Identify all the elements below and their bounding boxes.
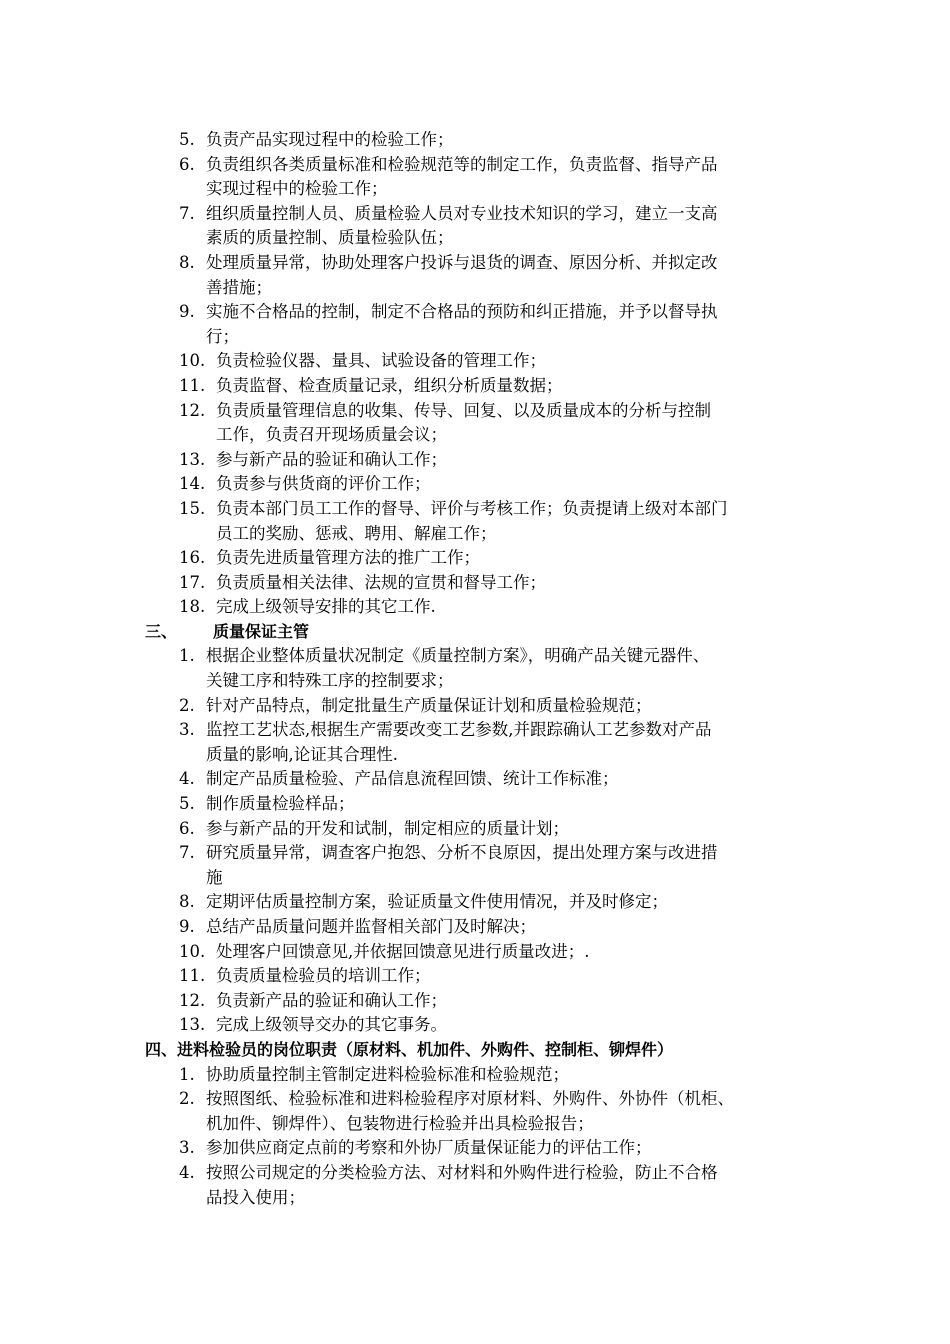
list-item (145, 1013, 825, 1038)
list-item (145, 399, 825, 448)
list-item (145, 1063, 825, 1088)
list-item (145, 1161, 825, 1210)
section-3-list (145, 644, 825, 1038)
list-item-number: 1. (179, 1064, 195, 1084)
list-item-text: 行； (206, 326, 239, 346)
list-item-text: 工作，负责召开现场质量会议； (216, 425, 447, 445)
list-item (145, 1087, 825, 1136)
list-item-text: 针对产品特点，制定批量生产质量保证计划和质量检验规范； (206, 695, 652, 715)
list-item-text: 施 (206, 867, 223, 887)
section-3-number: 三、 (145, 621, 178, 641)
list-item-text: 负责产品实现过程中的检验工作； (206, 130, 454, 149)
list-item (145, 915, 825, 940)
list-item-text: 品投入使用； (206, 1187, 305, 1207)
list-item-number: 12. (179, 990, 206, 1010)
list-item (145, 989, 825, 1014)
list-item (145, 202, 825, 251)
list-item-text: 质量的影响,论证其合理性. (206, 744, 398, 764)
list-item-number: 15. (179, 498, 206, 518)
list-item (145, 571, 825, 596)
list-item-text: 处理客户回馈意见,并依据回馈意见进行质量改进；. (216, 941, 590, 961)
list-item-number: 17. (179, 572, 206, 592)
list-item-number: 10. (179, 941, 206, 961)
section-4-title: 四、进料检验员的岗位职责（原材料、机加件、外购件、控制柜、铆焊件） (145, 1039, 674, 1059)
list-item (145, 349, 825, 374)
list-item-text: 组织质量控制人员、质量检验人员对专业技术知识的学习，建立一支高 (206, 203, 718, 223)
document-content (145, 128, 825, 1210)
list-item-number: 13. (179, 1015, 206, 1035)
list-item-number: 13. (179, 449, 206, 469)
list-item (145, 448, 825, 473)
list-item-number: 10. (179, 351, 206, 371)
list-item (145, 472, 825, 497)
list-item-text: 负责组织各类质量标准和检验规范等的制定工作，负责监督、指导产品 (206, 154, 718, 174)
list-item-text: 处理质量异常，协助处理客户投诉与退货的调查、原因分析、并拟定改 (206, 252, 718, 272)
list-item (145, 817, 825, 842)
list-item-number: 6. (179, 154, 195, 174)
list-item (145, 841, 825, 890)
list-item-number: 9. (179, 302, 195, 322)
list-item (145, 497, 825, 546)
list-item-number: 5. (179, 794, 195, 814)
list-item-number: 3. (179, 720, 195, 740)
list-item-text: 负责新产品的验证和确认工作； (216, 990, 447, 1010)
list-item-number: 18. (179, 597, 206, 617)
list-item (145, 718, 825, 767)
list-item-text: 定期评估质量控制方案，验证质量文件使用情况，并及时修定； (206, 892, 668, 912)
list-item-text: 负责先进质量管理方法的推广工作； (216, 548, 480, 568)
list-item-text: 负责质量检验员的培训工作； (216, 966, 431, 986)
list-item-text: 关键工序和特殊工序的控制要求； (206, 671, 454, 691)
list-item-number: 7. (179, 843, 195, 863)
list-item-text: 负责参与供货商的评价工作； (216, 474, 431, 494)
list-item-text: 负责本部门员工工作的督导、评价与考核工作；负责提请上级对本部门 (216, 498, 728, 518)
list-item-number: 2. (179, 1089, 195, 1109)
list-item-number: 6. (179, 818, 195, 838)
list-item-text: 善措施； (206, 277, 272, 297)
list-item-text: 制作质量检验样品； (206, 794, 355, 814)
list-item (145, 644, 825, 693)
list-item-text: 完成上级领导交办的其它事务。 (216, 1015, 447, 1035)
list-item-text: 参加供应商定点前的考察和外协厂质量保证能力的评估工作； (206, 1138, 652, 1158)
list-item-number: 4. (179, 769, 195, 789)
list-item (145, 1136, 825, 1161)
list-item-number: 2. (179, 695, 195, 715)
list-item-number: 7. (179, 203, 195, 223)
list-item (145, 153, 825, 202)
list-item (145, 595, 825, 620)
list-item (145, 300, 825, 349)
list-item-text: 负责检验仪器、量具、试验设备的管理工作； (216, 351, 546, 371)
list-item-text: 参与新产品的开发和试制，制定相应的质量计划； (206, 818, 569, 838)
list-item (145, 964, 825, 989)
list-item-text: 负责质量管理信息的收集、传导、回复、以及质量成本的分析与控制 (216, 400, 711, 420)
list-item-number: 4. (179, 1162, 195, 1182)
list-item (145, 251, 825, 300)
list-item-text: 负责监督、检查质量记录，组织分析质量数据； (216, 375, 563, 395)
list-item-text: 完成上级领导安排的其它工作. (216, 597, 436, 617)
section-2-list (145, 128, 825, 620)
list-item-text: 总结产品质量问题并监督相关部门及时解决； (206, 917, 536, 936)
list-item (145, 792, 825, 817)
list-item (145, 940, 825, 965)
list-item-text: 按照图纸、检验标准和进料检验程序对原材料、外购件、外协件（机柜、 (206, 1089, 734, 1109)
list-item-text: 研究质量异常，调查客户抱怨、分析不良原因，提出处理方案与改进措 (206, 843, 718, 863)
list-item-text: 根据企业整体质量状况制定《质量控制方案》，明确产品关键元器件、 (206, 646, 710, 666)
list-item-number: 11. (179, 966, 206, 986)
section-4-heading (145, 1038, 825, 1063)
list-item-text: 协助质量控制主管制定进料检验标准和检验规范； (206, 1064, 569, 1084)
section-3-heading (145, 620, 825, 645)
section-3-title: 质量保证主管 (213, 621, 310, 641)
list-item-number: 9. (179, 917, 195, 936)
list-item-text: 负责质量相关法律、法规的宣贯和督导工作； (216, 572, 546, 592)
list-item-text: 员工的奖励、惩戒、聘用、解雇工作； (216, 523, 497, 543)
list-item-number: 12. (179, 400, 206, 420)
list-item (145, 128, 825, 153)
list-item (145, 694, 825, 719)
list-item (145, 546, 825, 571)
list-item-number: 5. (179, 130, 195, 149)
list-item-text: 实施不合格品的控制，制定不合格品的预防和纠正措施，并予以督导执 (206, 302, 718, 322)
list-item-text: 实现过程中的检验工作； (206, 179, 388, 199)
list-item (145, 890, 825, 915)
list-item-text: 素质的质量控制、质量检验队伍； (206, 228, 454, 248)
list-item (145, 767, 825, 792)
list-item-text: 参与新产品的验证和确认工作； (216, 449, 447, 469)
list-item-text: 监控工艺状态,根据生产需要改变工艺参数,并跟踪确认工艺参数对产品 (206, 720, 712, 740)
list-item-number: 11. (179, 375, 206, 395)
list-item-text: 机加件、铆焊件）、包装物进行检验并出具检验报告； (206, 1113, 594, 1133)
list-item-text: 制定产品质量检验、产品信息流程回馈、统计工作标准； (206, 769, 619, 789)
list-item (145, 374, 825, 399)
list-item-number: 16. (179, 548, 206, 568)
list-item-number: 3. (179, 1138, 195, 1158)
list-item-number: 14. (179, 474, 206, 494)
list-item-number: 8. (179, 892, 195, 912)
list-item-number: 1. (179, 646, 195, 666)
list-item-text: 按照公司规定的分类检验方法、对材料和外购件进行检验，防止不合格 (206, 1162, 718, 1182)
list-item-number: 8. (179, 252, 195, 272)
section-4-list (145, 1063, 825, 1211)
